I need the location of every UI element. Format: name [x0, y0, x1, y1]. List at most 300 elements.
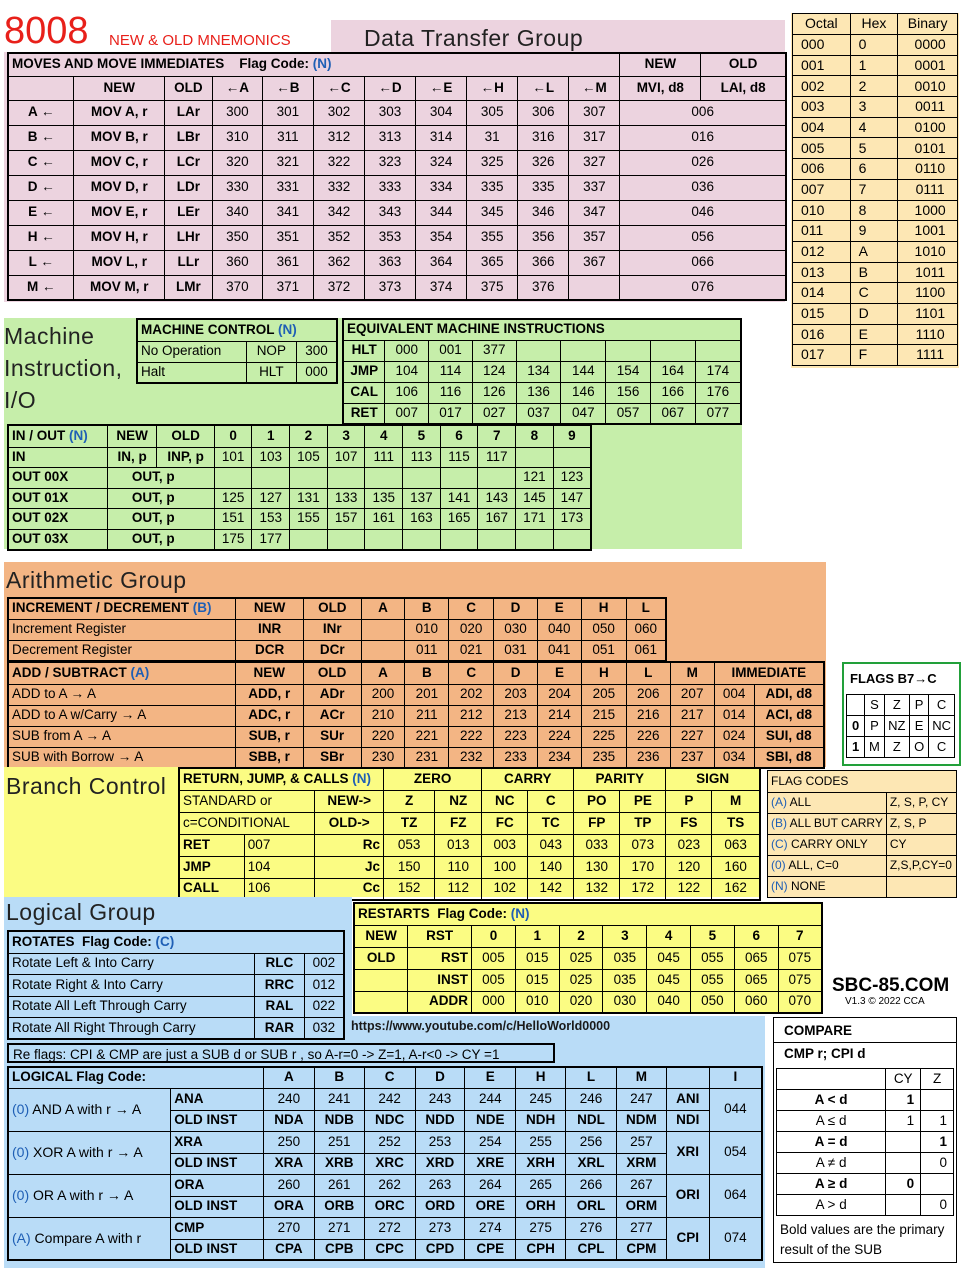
table-cell: 313: [365, 125, 416, 150]
table-cell: Rc: [315, 834, 384, 856]
table-cell: 221: [405, 726, 449, 747]
table-cell: 327: [569, 150, 620, 175]
table-cell: OLD->: [315, 812, 384, 834]
table-cell: FZ: [435, 812, 482, 834]
table-row: [179, 812, 760, 834]
row-header: M ←: [8, 275, 74, 300]
column-header: CY: [886, 1069, 921, 1090]
table-cell: 154: [606, 361, 651, 382]
column-header: 2: [290, 425, 328, 447]
table-cell: 151: [214, 509, 252, 530]
moves-flag-label: Flag Code:: [239, 56, 310, 72]
column-header: C: [449, 662, 494, 684]
column-header: OLD: [164, 76, 212, 100]
table-cell: XRE: [465, 1153, 516, 1174]
table-cell: 270: [263, 1217, 314, 1239]
table-cell: 020: [449, 619, 494, 640]
flag-code: (A): [771, 795, 787, 810]
table-cell: 001: [429, 340, 473, 361]
table-row: [793, 179, 958, 200]
table-cell: 1101: [898, 303, 958, 324]
column-header: NEW: [74, 76, 164, 100]
group-header: PARITY: [574, 768, 666, 790]
brand-version: V1.3 © 2022 CCA: [845, 996, 925, 1007]
table-cell: PO: [574, 790, 620, 812]
flag-codes-table: [767, 770, 957, 898]
column-header: D: [494, 662, 538, 684]
table-cell: 114: [429, 361, 473, 382]
restarts-title: RESTARTS: [358, 905, 430, 921]
table-cell: ORM: [616, 1196, 666, 1217]
table-cell: ORB: [314, 1196, 364, 1217]
column-header: ←D: [365, 76, 416, 100]
table-cell: 257: [616, 1131, 666, 1153]
table-cell: CPM: [616, 1239, 666, 1260]
table-cell: OLD INST: [171, 1196, 264, 1217]
table-cell: 011: [405, 640, 449, 661]
table-row: [847, 716, 955, 737]
table-cell: OUT, p: [107, 488, 214, 509]
table-cell: NZ: [435, 790, 482, 812]
table-cell: 272: [364, 1217, 415, 1239]
table-cell: 063: [712, 834, 760, 856]
table-cell: 106: [244, 878, 315, 900]
table-cell: 1110: [898, 324, 958, 345]
equiv-table: [342, 318, 742, 425]
table-cell: 346: [518, 200, 569, 225]
column-header: A: [361, 662, 405, 684]
table-cell: 000: [793, 35, 851, 56]
table-cell: [921, 1174, 954, 1195]
table-cell: 173: [553, 509, 591, 530]
table-cell: A: [850, 241, 898, 262]
table-cell: 136: [516, 382, 561, 403]
table-row: [768, 835, 957, 856]
table-cell: 353: [365, 225, 416, 250]
flag-desc: ALL BUT CARRY: [787, 816, 883, 831]
table-cell: 263: [415, 1174, 465, 1196]
table-cell: 0010: [898, 76, 958, 97]
table-cell: Rotate All Right Through Carry: [8, 1018, 255, 1040]
table-cell: 363: [365, 250, 416, 275]
table-cell: 0000: [898, 35, 958, 56]
table-cell: 251: [314, 1131, 364, 1153]
table-cell: 323: [365, 150, 416, 175]
column-header: [8, 598, 236, 619]
column-header: NEW: [354, 925, 408, 947]
table-row: [8, 468, 591, 489]
column-header: 7: [478, 425, 516, 447]
flags-title: FLAGS B7→C: [850, 671, 937, 686]
table-cell: [553, 447, 591, 468]
table-cell: 205: [581, 684, 626, 705]
brand-name: SBC-85.COM: [832, 975, 950, 996]
table-cell: 1: [886, 1090, 921, 1111]
rotates-title: ROTATES: [12, 933, 75, 949]
table-cell: 065: [734, 969, 778, 991]
table-row: [8, 619, 666, 640]
addsub-flag: (A): [126, 664, 150, 680]
machine-control-table: [136, 318, 338, 384]
table-cell: NOP: [246, 341, 297, 362]
table-row: [179, 790, 760, 812]
column-header: H: [581, 662, 626, 684]
table-cell: RST: [408, 947, 472, 969]
table-cell: 023: [666, 834, 712, 856]
table-cell: NDD: [415, 1110, 465, 1131]
column-header: 3: [603, 925, 647, 947]
table-cell: 144: [561, 361, 606, 382]
table-cell: 7: [850, 179, 898, 200]
table-row: [768, 814, 957, 835]
table-cell: Increment Register: [8, 619, 236, 640]
table-cell: 015: [515, 947, 559, 969]
table-cell: M: [865, 737, 884, 758]
table-cell: 373: [365, 275, 416, 300]
table-cell: 014: [793, 283, 851, 304]
table-cell: 0: [850, 35, 898, 56]
table-cell: ORH: [516, 1196, 566, 1217]
table-row: [343, 361, 741, 382]
table-cell: 4: [850, 117, 898, 138]
flag-code: (N): [771, 879, 788, 894]
table-cell: 053: [383, 834, 434, 856]
table-cell: 305: [467, 100, 518, 125]
table-cell: 126: [472, 382, 516, 403]
flag-code-cell: [768, 793, 887, 814]
table-cell: 032: [304, 1018, 344, 1040]
table-cell: 211: [405, 705, 449, 726]
logical-desc-cell: [8, 1088, 171, 1131]
table-cell: 047: [561, 403, 606, 424]
table-cell: 1100: [898, 283, 958, 304]
machine-control-flag: (N): [278, 321, 297, 337]
table-row: [777, 1195, 954, 1216]
table-row: [8, 529, 591, 550]
table-cell: NDA: [263, 1110, 314, 1131]
table-cell: 027: [472, 403, 516, 424]
table-cell: 073: [620, 834, 666, 856]
table-cell: 000: [472, 991, 516, 1013]
table-row: [793, 76, 958, 97]
table-cell: 365: [467, 250, 518, 275]
table-cell: MOV B, r: [74, 125, 164, 150]
table-cell: 0111: [898, 179, 958, 200]
table-cell: LDr: [164, 175, 212, 200]
table-cell: ADD, r: [235, 684, 303, 705]
table-cell: 216: [626, 705, 670, 726]
table-cell: 321: [262, 150, 313, 175]
table-cell: E: [850, 324, 898, 345]
table-cell: P: [666, 790, 712, 812]
table-cell: 364: [416, 250, 467, 275]
table-cell: 127: [252, 488, 290, 509]
table-cell: 245: [516, 1088, 566, 1110]
table-cell: 100: [482, 856, 528, 878]
table-cell: 153: [252, 509, 290, 530]
table-cell: 241: [314, 1088, 364, 1110]
table-row: [8, 100, 786, 125]
table-cell: 246: [566, 1088, 617, 1110]
table-cell: [403, 468, 441, 489]
column-header: D: [494, 598, 538, 619]
table-cell: 132: [574, 878, 620, 900]
table-cell: [327, 529, 365, 550]
table-cell: 015: [793, 303, 851, 324]
table-row: [793, 97, 958, 118]
addsub-table: [7, 661, 825, 769]
flag-code: (C): [771, 837, 788, 852]
table-row: [179, 834, 760, 856]
column-header: ←L: [518, 76, 569, 100]
table-row: [777, 1174, 954, 1195]
table-cell: 134: [516, 361, 561, 382]
table-row: [777, 1111, 954, 1132]
table-cell: MOV L, r: [74, 250, 164, 275]
column-header: Binary: [898, 14, 958, 35]
table-cell: 311: [262, 125, 313, 150]
row-header: L ←: [8, 250, 74, 275]
table-cell: 030: [494, 619, 538, 640]
table-cell: 014: [714, 705, 754, 726]
table-row: [793, 262, 958, 283]
table-cell: 065: [734, 947, 778, 969]
table-cell: NEW->: [315, 790, 384, 812]
table-cell: XRC: [364, 1153, 415, 1174]
table-cell: [886, 1195, 921, 1216]
rotates-table: [7, 930, 345, 1040]
table-cell: 124: [472, 361, 516, 382]
table-cell: 5: [850, 138, 898, 159]
table-cell: 140: [528, 856, 574, 878]
table-cell: 0101: [898, 138, 958, 159]
table-cell: ORC: [364, 1196, 415, 1217]
column-header: OLD: [303, 598, 361, 619]
table-cell: 066: [620, 250, 786, 275]
table-cell: 074: [709, 1217, 762, 1260]
table-cell: 141: [440, 488, 478, 509]
table-cell: 104: [385, 361, 429, 382]
column-header: 8: [516, 425, 554, 447]
table-cell: 265: [516, 1174, 566, 1196]
table-row: [8, 488, 591, 509]
row-header: RET: [179, 834, 244, 856]
column-header: [8, 662, 235, 684]
table-cell: [365, 529, 403, 550]
table-cell: CAL: [343, 382, 385, 403]
table-cell: 050: [691, 991, 735, 1013]
table-cell: 172: [620, 878, 666, 900]
table-cell: [921, 1090, 954, 1111]
table-cell: 147: [553, 488, 591, 509]
logical-desc: Compare A with r: [30, 1229, 142, 1246]
table-cell: 156: [606, 382, 651, 403]
table-cell: 171: [516, 509, 554, 530]
table-cell: ADI, d8: [754, 684, 824, 705]
table-cell: 377: [472, 340, 516, 361]
table-cell: D: [850, 303, 898, 324]
table-cell: 204: [538, 684, 582, 705]
flag-code: (0): [12, 1143, 30, 1160]
table-cell: 264: [465, 1174, 516, 1196]
table-cell: 224: [538, 726, 582, 747]
flag-desc: ALL, C=0: [785, 858, 839, 873]
flag-desc: ALL: [787, 795, 812, 810]
table-cell: 357: [569, 225, 620, 250]
table-cell: 041: [537, 640, 581, 661]
table-row: [343, 403, 741, 424]
table-cell: 325: [467, 150, 518, 175]
column-header: Z: [921, 1069, 954, 1090]
io-flag: (N): [65, 427, 88, 443]
table-cell: [516, 447, 554, 468]
table-cell: 220: [361, 726, 405, 747]
table-cell: 040: [647, 991, 691, 1013]
column-header: Z: [884, 695, 909, 716]
column-header: S: [865, 695, 884, 716]
blank-cell: [666, 1067, 709, 1088]
table-cell: 116: [429, 382, 473, 403]
table-cell: ORA: [263, 1196, 314, 1217]
flag-code: (B): [771, 816, 787, 831]
column-header: 0: [214, 425, 252, 447]
row-header: D ←: [8, 175, 74, 200]
column-header: B: [405, 662, 449, 684]
table-cell: 000: [385, 340, 429, 361]
table-cell: [516, 529, 554, 550]
table-cell: 161: [365, 509, 403, 530]
table-cell: ORD: [415, 1196, 465, 1217]
table-cell: 035: [603, 947, 647, 969]
table-cell: 1001: [898, 221, 958, 242]
table-cell: 013: [435, 834, 482, 856]
table-cell: 050: [581, 619, 626, 640]
column-header: Hex: [850, 14, 898, 35]
incdec-title: INCREMENT / DECREMENT: [12, 600, 190, 616]
table-cell: SUr: [303, 726, 361, 747]
table-cell: CPA: [263, 1239, 314, 1260]
table-cell: 146: [561, 382, 606, 403]
moves-imm-new-head: NEW: [620, 53, 701, 76]
table-cell: 111: [365, 447, 403, 468]
table-cell: SUB with Borrow → A: [8, 747, 235, 768]
table-cell: 031: [494, 640, 538, 661]
table-cell: 223: [494, 726, 538, 747]
table-cell: JMP: [343, 361, 385, 382]
flag-desc: CARRY ONLY: [787, 837, 868, 852]
table-cell: 162: [712, 878, 760, 900]
table-cell: RRC: [255, 975, 305, 997]
table-cell: PE: [620, 790, 666, 812]
table-cell: 016: [620, 125, 786, 150]
table-cell: 017: [793, 345, 851, 366]
table-row: [8, 996, 344, 1018]
table-cell: TZ: [383, 812, 434, 834]
table-cell: [252, 468, 290, 489]
arith-section-title: Arithmetic Group: [6, 567, 187, 593]
row-header: C ←: [8, 150, 74, 175]
table-cell: ACr: [303, 705, 361, 726]
table-cell: 0: [921, 1153, 954, 1174]
table-cell: A ≥ d: [777, 1174, 886, 1195]
table-cell: 024: [714, 726, 754, 747]
column-header: P: [910, 695, 929, 716]
table-cell: 356: [518, 225, 569, 250]
table-cell: 057: [606, 403, 651, 424]
moves-title: MOVES AND MOVE IMMEDIATES: [12, 56, 225, 72]
table-cell: 070: [778, 991, 822, 1013]
youtube-link[interactable]: https://www.youtube.com/c/HelloWorld0000: [351, 1019, 611, 1033]
table-cell: ADD to A → A: [8, 684, 235, 705]
table-row: [793, 345, 958, 366]
table-cell: 376: [518, 275, 569, 300]
column-header: L: [626, 598, 666, 619]
table-cell: 135: [365, 488, 403, 509]
table-cell: Rotate Left & Into Carry: [8, 953, 255, 975]
table-cell: 037: [516, 403, 561, 424]
addsub-title: ADD / SUBTRACT: [12, 664, 127, 680]
table-cell: NDI: [666, 1110, 709, 1131]
table-row: [8, 225, 786, 250]
table-row: [8, 747, 824, 768]
table-cell: 013: [793, 262, 851, 283]
table-cell: 004: [714, 684, 754, 705]
table-cell: ORL: [566, 1196, 617, 1217]
compare-title: COMPARE: [784, 1023, 853, 1038]
column-header: A: [361, 598, 405, 619]
table-cell: CPE: [465, 1239, 516, 1260]
table-cell: [354, 969, 408, 991]
row-header: E ←: [8, 200, 74, 225]
table-row: [8, 275, 786, 300]
table-cell: LCr: [164, 150, 212, 175]
table-cell: 137: [403, 488, 441, 509]
logical-desc: XOR A with r → A: [29, 1143, 143, 1160]
restarts-flag-label: Flag Code:: [437, 905, 508, 921]
table-cell: 155: [290, 509, 328, 530]
table-cell: 352: [313, 225, 364, 250]
table-row: [8, 1088, 762, 1110]
logical-desc-cell: [8, 1174, 171, 1217]
table-cell: 167: [478, 509, 516, 530]
flag-code-cell: [768, 814, 887, 835]
table-cell: 006: [620, 100, 786, 125]
table-row: [793, 241, 958, 262]
moves-table: [7, 52, 787, 301]
table-cell: 310: [212, 125, 262, 150]
column-header: 9: [553, 425, 591, 447]
rotates-flag-label: Flag Code:: [82, 933, 152, 949]
table-row: [777, 1132, 954, 1153]
table-cell: NDC: [364, 1110, 415, 1131]
table-row: [354, 947, 822, 969]
table-cell: 145: [516, 488, 554, 509]
restarts-table: [353, 902, 823, 1014]
table-cell: 247: [616, 1088, 666, 1110]
table-cell: MOV C, r: [74, 150, 164, 175]
table-cell: ACI, d8: [754, 705, 824, 726]
table-cell: 012: [793, 241, 851, 262]
table-cell: 110: [435, 856, 482, 878]
table-cell: 206: [626, 684, 670, 705]
table-row: [793, 200, 958, 221]
table-row: [793, 117, 958, 138]
table-row: [343, 382, 741, 403]
table-cell: LBr: [164, 125, 212, 150]
table-cell: [361, 619, 405, 640]
table-cell: 207: [670, 684, 714, 705]
table-cell: XRH: [516, 1153, 566, 1174]
